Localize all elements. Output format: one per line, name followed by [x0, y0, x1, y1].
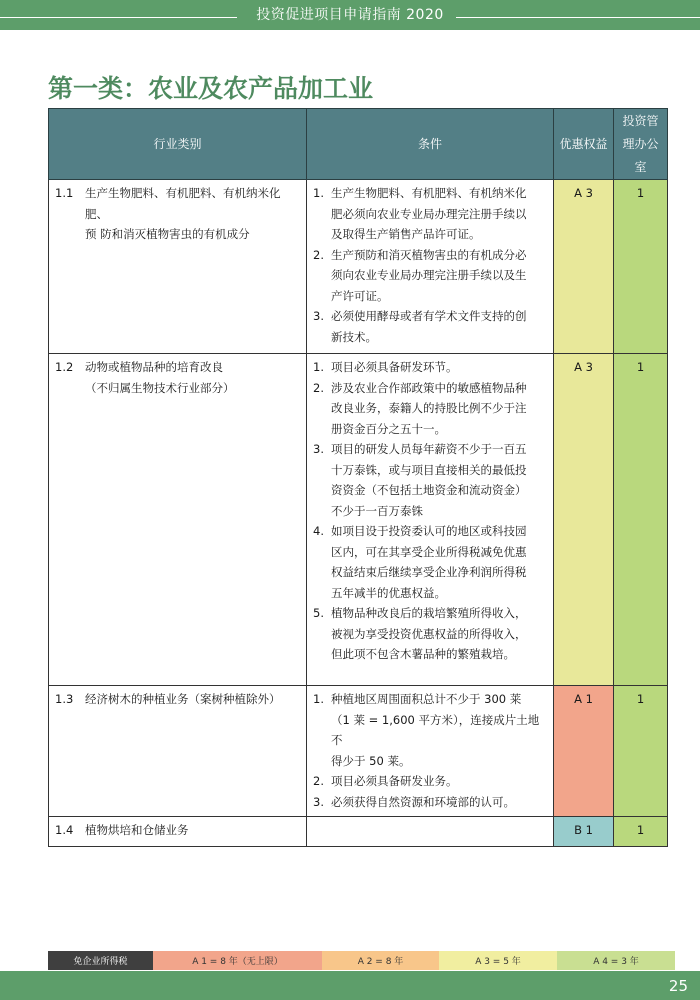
- condition-number: 2.: [313, 774, 324, 788]
- benefit-cell: A 3: [554, 180, 614, 354]
- condition-line: 十万泰铢，或与项目直接相关的最低投: [331, 462, 527, 477]
- condition-number: 1.: [313, 692, 324, 706]
- condition-cell: [307, 354, 554, 686]
- condition-line: 及取得生产销售产品许可证。: [331, 227, 481, 241]
- condition-list: [313, 689, 547, 812]
- condition-line: 新技术。: [331, 329, 377, 344]
- condition-line: 种植地区周围面积总计不少于 300 莱: [331, 692, 522, 706]
- category-text: [85, 820, 300, 841]
- condition-text: [331, 771, 547, 792]
- condition-line: 植物品种改良后的栽培繁殖所得收入，: [331, 606, 527, 620]
- condition-text: [331, 306, 547, 347]
- section-title: 第一类：农业及农产品加工业: [48, 74, 374, 103]
- condition-item: [313, 378, 547, 440]
- condition-line: 生产预防和消灭植物害虫的有机成分必: [331, 247, 527, 262]
- category-number: 1.2: [55, 360, 74, 374]
- condition-item: [313, 306, 547, 347]
- category-line: （不归属生物技术行业部分）: [85, 380, 235, 395]
- condition-item: [313, 771, 547, 792]
- table-row: [49, 354, 668, 686]
- legend-item-tax-exempt: 免企业所得税: [48, 951, 153, 970]
- header-office-line: 投资管: [622, 113, 659, 128]
- table-body: [49, 180, 668, 847]
- category-line: 生产生物肥料、有机肥料、有机纳米化肥、: [85, 186, 281, 221]
- benefit-cell: B 1: [554, 817, 614, 847]
- condition-item: [313, 245, 547, 307]
- header-benefit: 优惠权益: [554, 109, 614, 180]
- condition-text: [331, 378, 547, 440]
- condition-line: 被视为享受投资优惠权益的所得收入，: [331, 626, 527, 641]
- category-cell: [49, 817, 307, 847]
- legend-item-a2: A 2 = 8 年: [322, 951, 439, 970]
- category-content: [55, 689, 300, 710]
- condition-text: [331, 245, 547, 307]
- header-category: 行业类别: [49, 109, 307, 180]
- condition-number: 4.: [313, 524, 324, 538]
- category-number: 1.1: [55, 186, 74, 200]
- condition-line: 涉及农业合作部政策中的敏感植物品种: [331, 380, 527, 395]
- table-row: [49, 180, 668, 354]
- category-line: 经济树木的种植业务（案树种植除外）: [85, 692, 281, 706]
- condition-line: 不少于一百万泰铢: [331, 503, 423, 518]
- condition-line: 得少于 50 莱。: [331, 753, 411, 768]
- condition-line: 五年减半的优惠权益。: [331, 585, 446, 600]
- condition-line: 区内，可在其享受企业所得税减免优惠: [331, 544, 527, 559]
- office-cell: 1: [614, 180, 668, 354]
- condition-text: [331, 357, 547, 378]
- table-row: [49, 817, 668, 847]
- condition-line: 权益结束后继续享受企业净利润所得税: [331, 565, 527, 579]
- condition-line: 必须使用酵母或者有学术文件支持的创: [331, 309, 527, 323]
- category-number: 1.4: [55, 823, 74, 837]
- condition-line: 生产生物肥料、有机肥料、有机纳米化: [331, 186, 527, 200]
- office-cell: 1: [614, 817, 668, 847]
- condition-line: 改良业务，泰籍人的持股比例不少于注: [331, 401, 527, 415]
- header-office: [614, 109, 668, 180]
- header-condition: 条件: [307, 109, 554, 180]
- condition-text: [331, 603, 547, 665]
- condition-list: [313, 357, 547, 665]
- document-title: 投资促进项目申请指南 2020: [256, 7, 444, 23]
- benefit-legend: [48, 951, 675, 970]
- condition-line: 如项目设于投资委认可的地区或科技园: [331, 524, 527, 538]
- benefit-cell: A 1: [554, 686, 614, 817]
- header-bar: [0, 0, 700, 30]
- header-office-line: 室: [634, 159, 647, 174]
- condition-text: [331, 439, 547, 521]
- page-number: 25: [668, 977, 688, 995]
- condition-list: [313, 183, 547, 347]
- condition-cell: [307, 686, 554, 817]
- office-cell: 1: [614, 354, 668, 686]
- table-row: [49, 686, 668, 817]
- category-number: 1.3: [55, 692, 74, 706]
- category-content: [55, 820, 300, 841]
- table-header-row: [49, 109, 668, 180]
- legend-item-a4: A 4 = 3 年: [557, 951, 675, 970]
- condition-number: 1.: [313, 360, 324, 374]
- condition-line: 必须获得自然资源和环境部的认可。: [331, 794, 515, 809]
- office-cell: 1: [614, 686, 668, 817]
- condition-item: [313, 603, 547, 665]
- category-content: [55, 183, 300, 245]
- condition-number: 3.: [313, 794, 324, 809]
- legend-item-a3: A 3 = 5 年: [439, 951, 557, 970]
- condition-line: 肥必须向农业专业局办理完注册手续以: [331, 206, 527, 221]
- condition-line: 项目的研发人员每年薪资不少于一百五: [331, 442, 527, 456]
- condition-item: [313, 521, 547, 603]
- category-text: [85, 689, 300, 710]
- footer-bar: [0, 971, 700, 1000]
- category-text: [85, 357, 300, 398]
- condition-line: 项目必须具备研发环节。: [331, 360, 458, 374]
- condition-item: [313, 689, 547, 771]
- condition-item: [313, 183, 547, 245]
- legend-item-a1: A 1 = 8 年（无上限）: [153, 951, 322, 970]
- category-line: 动物或植物品种的培育改良: [85, 360, 223, 374]
- industry-table: [48, 108, 668, 847]
- category-cell: [49, 180, 307, 354]
- condition-number: 1.: [313, 186, 324, 200]
- category-line: 植物烘培和仓储业务: [85, 823, 189, 837]
- condition-number: 3.: [313, 309, 324, 323]
- benefit-cell: A 3: [554, 354, 614, 686]
- condition-cell: [307, 180, 554, 354]
- header-line-right: [456, 17, 700, 18]
- condition-line: （1 莱 = 1,600 平方米），连接成片土地不: [331, 712, 540, 747]
- condition-item: [313, 439, 547, 521]
- header-office-line: 理办公: [622, 136, 659, 151]
- condition-line: 项目必须具备研发业务。: [331, 774, 458, 788]
- category-text: [85, 183, 300, 245]
- category-cell: [49, 686, 307, 817]
- condition-item: [313, 792, 547, 813]
- condition-number: 2.: [313, 247, 324, 262]
- condition-text: [331, 792, 547, 813]
- condition-cell: [307, 817, 554, 847]
- category-content: [55, 357, 300, 398]
- condition-number: 3.: [313, 442, 324, 456]
- category-cell: [49, 354, 307, 686]
- condition-item: [313, 357, 547, 378]
- condition-line: 但此项不包含木薯品种的繁殖栽培。: [331, 647, 515, 661]
- condition-text: [331, 521, 547, 603]
- condition-number: 2.: [313, 380, 324, 395]
- condition-text: [331, 183, 547, 245]
- condition-line: 册资金百分之五十一。: [331, 421, 446, 436]
- condition-text: [331, 689, 547, 771]
- condition-line: 产许可证。: [331, 288, 389, 303]
- condition-line: 资资金（不包括土地资金和流动资金）: [331, 483, 527, 497]
- category-line: 预 防和消灭植物害虫的有机成分: [85, 227, 250, 241]
- condition-line: 须向农业专业局办理完注册手续以及生: [331, 268, 527, 282]
- condition-number: 5.: [313, 606, 324, 620]
